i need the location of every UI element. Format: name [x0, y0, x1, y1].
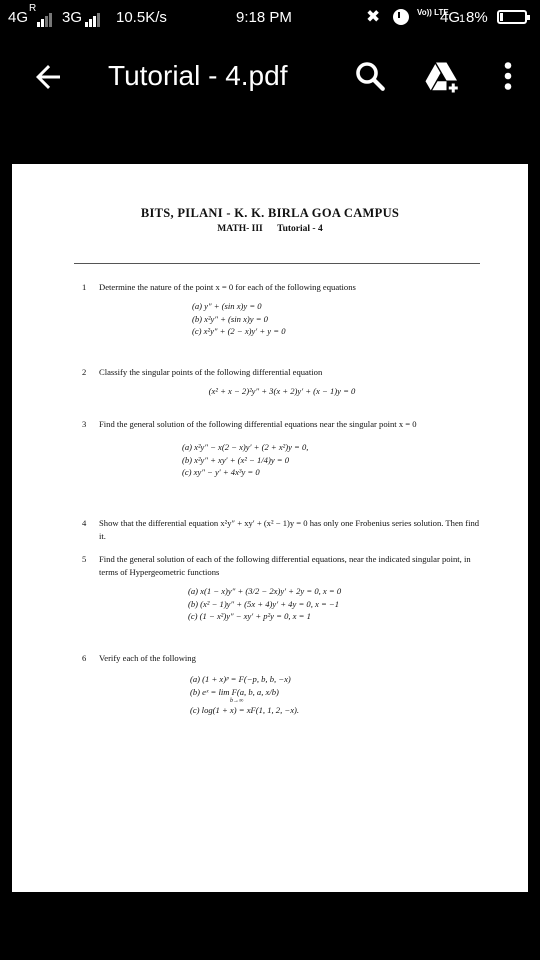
course-line: [12, 224, 528, 234]
equation-list: [192, 300, 482, 338]
college-name: BITS, PILANI - K. K. BIRLA GOA CAMPUS: [140, 206, 400, 220]
equation: (a) (1 + x)ᵖ = F(−p, b, b, −x): [190, 674, 291, 684]
question-text: Classify the singular points of the following differential equation: [99, 367, 323, 377]
equation: (a) x²y″ − x(2 − x)y′ + (2 + x²)y = 0,: [182, 442, 309, 452]
question-number: 6: [82, 653, 87, 663]
sim-slot-label: 1: [459, 13, 466, 25]
equation: (b) eˣ = lim F(a, b, a, x/b): [190, 686, 279, 697]
battery-percent: 8%: [466, 9, 488, 26]
signal-strength-3g-icon: [85, 10, 101, 27]
question-2: [82, 366, 482, 398]
equation-list: [182, 441, 482, 479]
more-vert-icon[interactable]: [490, 58, 526, 94]
question-1: [82, 281, 482, 338]
question-number: 4: [82, 518, 87, 528]
document-title: Tutorial - 4.pdf: [108, 60, 288, 91]
equation: (c) x²y″ + (2 − x)y′ + y = 0: [192, 326, 286, 336]
question-number: 2: [82, 367, 87, 377]
course-name: MATH- III: [217, 224, 263, 234]
equation: (x² + x − 2)²y″ + 3(x + 2)y′ + (x − 1)y = 0: [208, 386, 356, 396]
equation: (c) log(1 + x) = xF(1, 1, 2, −x).: [190, 705, 300, 715]
back-arrow-icon[interactable]: [30, 59, 66, 95]
question-number: 1: [82, 282, 87, 292]
question-5: [82, 553, 482, 623]
equation: (b) x²y″ + xy′ + (x² − 1/4)y = 0: [182, 454, 290, 465]
question-text: Determine the nature of the point x = 0 for each of the following equations: [99, 282, 356, 292]
bottom-area: [0, 892, 540, 960]
alarm-icon: [393, 9, 409, 25]
network-4g-label: 4G: [8, 9, 29, 26]
equation-list: [188, 585, 482, 623]
status-bar: [0, 0, 540, 36]
equation-list: [190, 673, 482, 717]
question-4: [82, 517, 482, 543]
limit-subscript: b→∞: [230, 698, 244, 704]
question-number: 3: [82, 419, 87, 429]
signal-strength-icon: [37, 10, 53, 27]
equation: (b) x²y″ + (sin x)y = 0: [192, 313, 268, 324]
question-text: Show that the differential equation x²y″ + xy′ + (x² − 1)y = 0 has only one Frobenius series solution. Then find it.: [99, 518, 480, 541]
question-6: [82, 652, 482, 717]
search-icon[interactable]: [352, 58, 388, 94]
battery-icon: [497, 10, 527, 24]
equation: (a) y″ + (sin x)y = 0: [192, 301, 262, 311]
question-text: Verify each of the following: [99, 653, 196, 663]
document-header: [12, 206, 528, 234]
equation: (b) (x² − 1)y″ + (5x + 4)y′ + 4y = 0, x = −1: [188, 598, 339, 609]
question-text: Find the general solution of each of the following differential equations, near the indicated singular point, in terms of Hypergeometric functions: [99, 554, 471, 577]
mute-icon: ✖: [366, 7, 381, 26]
volte-label: Vo)) LTE: [417, 8, 449, 17]
app-toolbar: [0, 36, 540, 118]
equation: (c) xy″ − y′ + 4x³y = 0: [182, 467, 260, 477]
drive-add-icon[interactable]: [424, 58, 460, 94]
header-divider: [74, 263, 480, 264]
tutorial-number: Tutorial - 4: [277, 224, 323, 234]
roaming-indicator: R: [29, 3, 37, 14]
equation: (a) x(1 − x)y″ + (3/2 − 2x)y′ + 2y = 0, x = 0: [188, 586, 342, 596]
clock: 9:18 PM: [236, 9, 292, 26]
equation: (c) (1 − x²)y″ − xy′ + p²y = 0, x = 1: [188, 611, 311, 621]
pdf-page[interactable]: [12, 164, 528, 892]
network-speed: 10.5K/s: [116, 9, 167, 26]
question-number: 5: [82, 554, 87, 564]
network-4g-second-label: 4G: [440, 9, 461, 26]
question-text: Find the general solution of the following differential equations near the singular point x = 0: [99, 419, 417, 429]
network-3g-label: 3G: [62, 9, 83, 26]
question-3: [82, 418, 482, 479]
